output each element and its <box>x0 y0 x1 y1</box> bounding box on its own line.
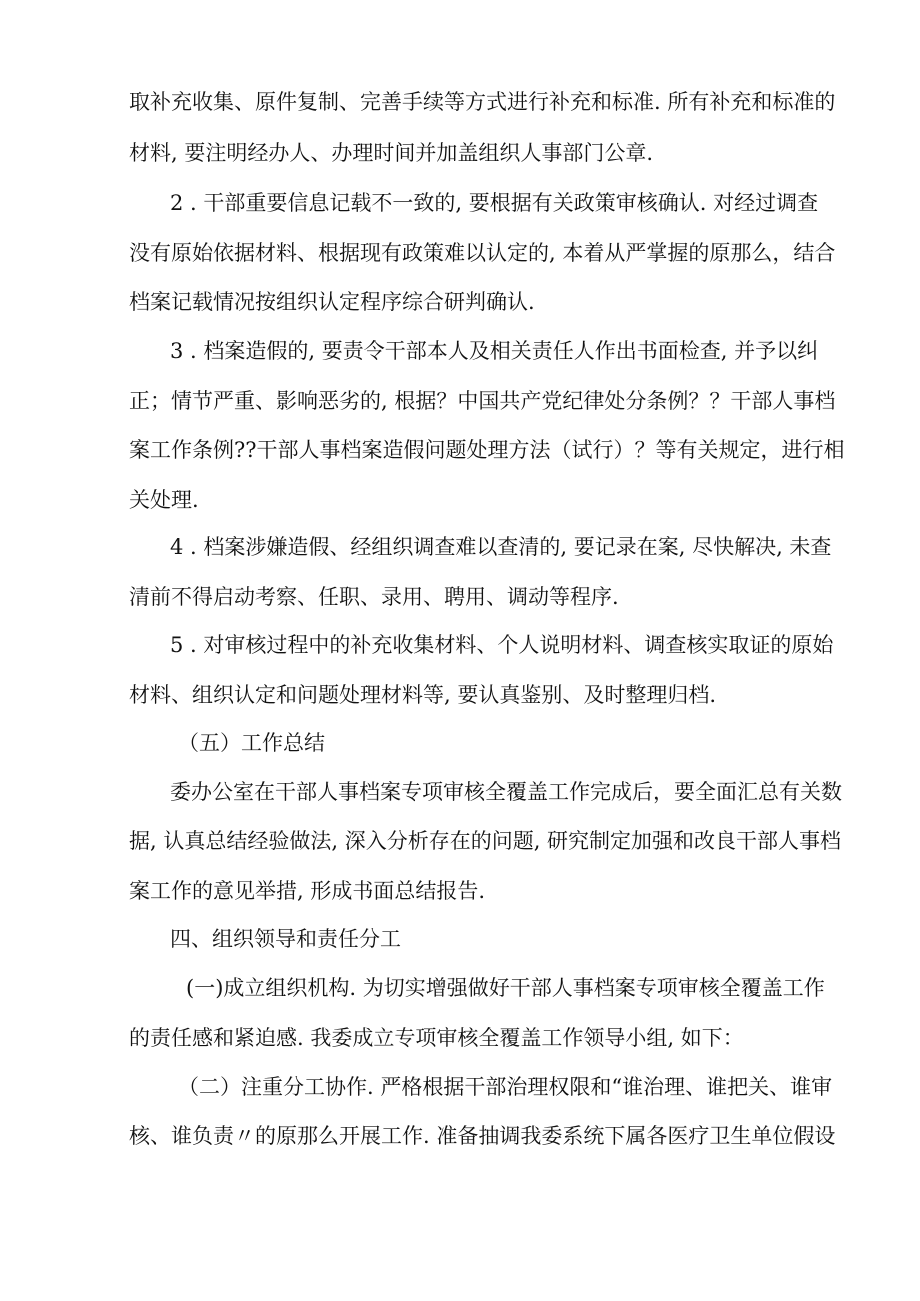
text-line: 档案记载情况按组织认定程序综合研判确认. <box>129 290 535 314</box>
text-line: 取补充收集、原件复制、完善手续等方式进行补充和标准. 所有补充和标准的 <box>129 90 836 114</box>
text-line: 核、谁负责〃的原那么开展工作. 准备抽调我委系统下属各医疗卫生单位假设 <box>129 1124 836 1148</box>
text-line: 案工作的意见举措, 形成书面总结报告. <box>129 879 486 903</box>
text-line: 材料, 要注明经办人、办理时间并加盖组织人事部门公章. <box>129 141 654 165</box>
text-line: （二）注重分工协作. 严格根据干部治理权限和“谁治理、谁把关、谁审 <box>178 1075 833 1099</box>
text-line: 关处理. <box>129 488 199 512</box>
text-line: 正；情节严重、影响恶劣的, 根据？中国共产党纪律处分条例？？干部人事档 <box>129 389 836 413</box>
list-item-4: 4 . 档案涉嫌造假、经组织调查难以查清的, 要记录在案, 尽快解决, 未查 <box>170 535 832 559</box>
list-item-3: 3 . 档案造假的, 要责令干部本人及相关责任人作出书面检查, 并予以纠 <box>170 339 819 363</box>
text-line: 清前不得启动考察、任职、录用、聘用、调动等程序. <box>129 585 619 609</box>
section-heading-4: 四、组织领导和责任分工 <box>170 927 401 951</box>
text-line: 的责任感和紧迫感. 我委成立专项审核全覆盖工作领导小组, 如下： <box>129 1026 744 1050</box>
text-line: 委办公室在干部人事档案专项审核全覆盖工作完成后，要全面汇总有关数 <box>170 780 842 804</box>
list-item-5: 5 . 对审核过程中的补充收集材料、个人说明材料、调查核实取证的原始 <box>170 633 834 657</box>
section-heading-5: （五）工作总结 <box>178 731 325 755</box>
list-item-2: 2 . 干部重要信息记载不一致的, 要根据有关政策审核确认. 对经过调查 <box>170 191 819 215</box>
text-line: 没有原始依据材料、根据现有政策难以认定的, 本着从严掌握的原那么，结合 <box>129 241 836 265</box>
text-line: 据, 认真总结经验做法, 深入分析存在的问题, 研究制定加强和改良干部人事档 <box>129 829 842 853</box>
text-line: 材料、组织认定和问题处理材料等, 要认真鉴别、及时整理归档. <box>129 683 717 707</box>
text-line: (一)成立组织机构. 为切实增强做好干部人事档案专项审核全覆盖工作 <box>186 976 825 1000</box>
text-line: 案工作条例??干部人事档案造假问题处理方法（试行）？等有关规定，进行相 <box>129 438 845 462</box>
